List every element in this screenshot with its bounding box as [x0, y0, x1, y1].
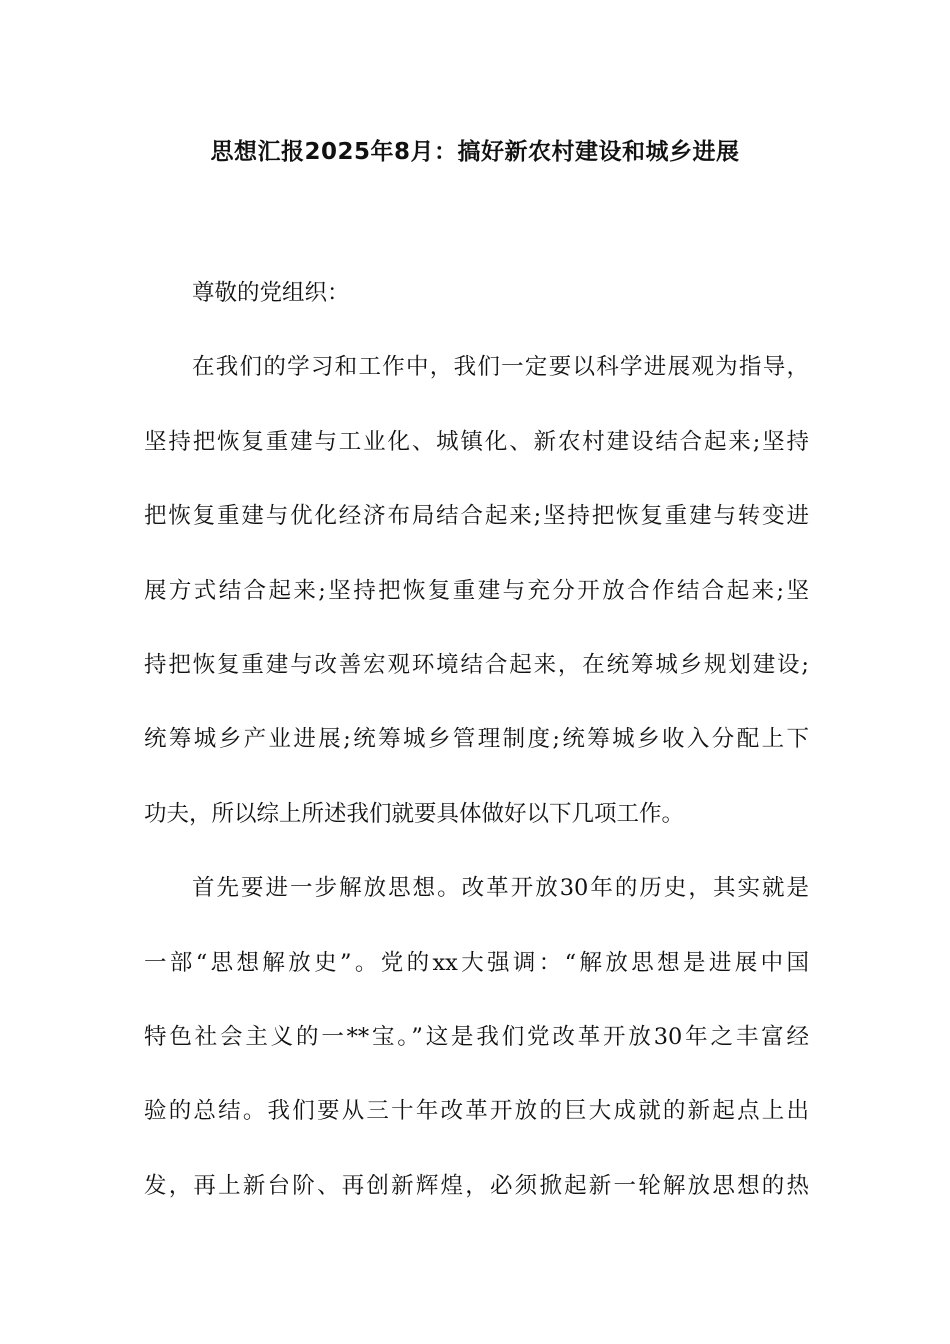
- paragraph-line: 持把恢复重建与改善宏观环境结合起来，在统筹城乡规划建设;: [144, 652, 809, 679]
- paragraph-line: 验的总结。我们要从三十年改革开放的巨大成就的新起点上出: [144, 1098, 809, 1125]
- salutation-paragraph: [144, 256, 809, 330]
- document-body: [144, 256, 809, 1223]
- paragraph-line: 把恢复重建与优化经济布局结合起来;坚持把恢复重建与转变进: [144, 503, 809, 530]
- paragraph-line: 发，再上新台阶、再创新辉煌，必须掀起新一轮解放思想的热: [144, 1172, 809, 1199]
- paragraph-line: 统筹城乡产业进展;统筹城乡管理制度;统筹城乡收入分配上下: [144, 726, 809, 753]
- paragraph-line: 坚持把恢复重建与工业化、城镇化、新农村建设结合起来;坚持: [144, 428, 809, 455]
- salutation: 尊敬的党组织：: [192, 280, 350, 306]
- document-title: 思想汇报2025年8月：搞好新农村建设和城乡进展: [210, 139, 740, 165]
- paragraph-line: 特色社会主义的一**宝。”这是我们党改革开放30年之丰富经: [144, 1024, 809, 1051]
- paragraph-line: 首先要进一步解放思想。改革开放30年的历史，其实就是: [192, 875, 809, 902]
- paragraph-line: 在我们的学习和工作中，我们一定要以科学进展观为指导，: [192, 354, 809, 381]
- paragraph-2: [144, 851, 809, 1223]
- paragraph-line: 展方式结合起来;坚持把恢复重建与充分开放合作结合起来;坚: [144, 577, 809, 604]
- paragraph-line: 功夫，所以综上所述我们就要具体做好以下几项工作。: [144, 800, 685, 827]
- paragraph-1: [144, 330, 809, 851]
- paragraph-line: 一部“思想解放史”。党的xx大强调：“解放思想是进展中国: [144, 949, 809, 976]
